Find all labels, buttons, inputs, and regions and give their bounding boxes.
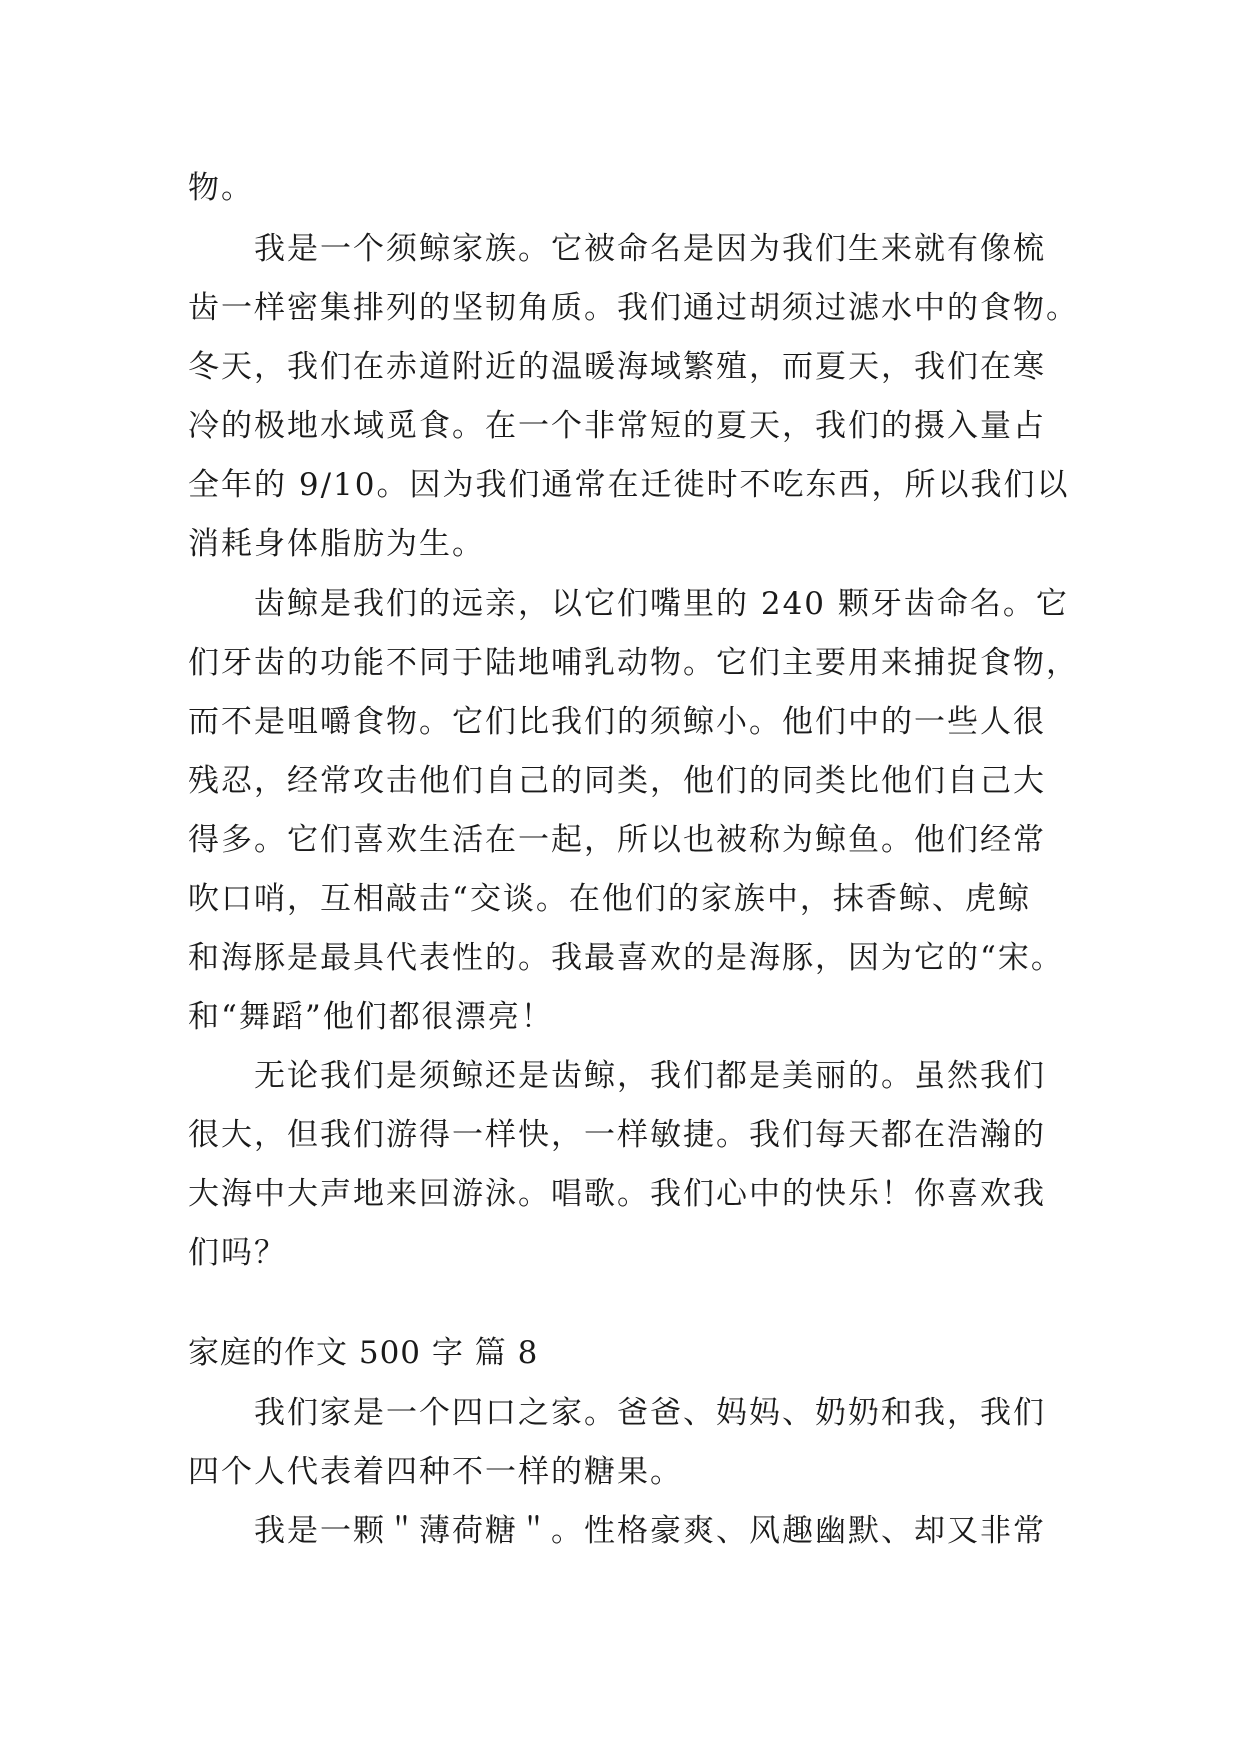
paragraph-line: 我是一个须鲸家族。它被命名是因为我们生来就有像梳 bbox=[254, 231, 1046, 267]
text-line: 冬天，我们在赤道附近的温暖海域繁殖，而夏天，我们在寒 bbox=[188, 349, 1046, 385]
paragraph-line: 我们家是一个四口之家。爸爸、妈妈、奶奶和我，我们 bbox=[254, 1395, 1046, 1431]
text-line: 和“舞蹈”他们都很漂亮！ bbox=[188, 999, 554, 1035]
paragraph-line: 齿鲸是我们的远亲，以它们嘴里的 240 颗牙齿命名。它 bbox=[254, 586, 1069, 622]
section-heading: 家庭的作文 500 字 篇 8 bbox=[188, 1335, 539, 1371]
text-line: 冷的极地水域觅食。在一个非常短的夏天，我们的摄入量占 bbox=[188, 408, 1046, 444]
text-line: 很大，但我们游得一样快，一样敏捷。我们每天都在浩瀚的 bbox=[188, 1117, 1046, 1153]
text-line: 吹口哨，互相敲击“交谈。在他们的家族中，抹香鲸、虎鲸 bbox=[188, 881, 1031, 917]
text-line: 物。 bbox=[188, 170, 254, 206]
text-line: 齿一样密集排列的坚韧角质。我们通过胡须过滤水中的食物。 bbox=[188, 290, 1079, 326]
paragraph-line: 我是一颗＂薄荷糖＂。性格豪爽、风趣幽默、却又非常 bbox=[254, 1513, 1046, 1549]
text-line: 残忍，经常攻击他们自己的同类，他们的同类比他们自己大 bbox=[188, 763, 1046, 799]
text-line: 四个人代表着四种不一样的糖果。 bbox=[188, 1454, 683, 1490]
text-line: 全年的 9/10。因为我们通常在迁徙时不吃东西，所以我们以 bbox=[188, 467, 1070, 503]
text-line: 和海豚是最具代表性的。我最喜欢的是海豚，因为它的“宋。 bbox=[188, 940, 1064, 976]
text-line: 们牙齿的功能不同于陆地哺乳动物。它们主要用来捕捉食物， bbox=[188, 645, 1079, 681]
text-line: 消耗身体脂肪为生。 bbox=[188, 526, 485, 562]
text-line: 而不是咀嚼食物。它们比我们的须鲸小。他们中的一些人很 bbox=[188, 704, 1046, 740]
text-line: 们吗？ bbox=[188, 1235, 287, 1271]
text-line: 大海中大声地来回游泳。唱歌。我们心中的快乐！你喜欢我 bbox=[188, 1176, 1046, 1212]
paragraph-line: 无论我们是须鲸还是齿鲸，我们都是美丽的。虽然我们 bbox=[254, 1058, 1046, 1094]
text-line: 得多。它们喜欢生活在一起，所以也被称为鲸鱼。他们经常 bbox=[188, 822, 1046, 858]
